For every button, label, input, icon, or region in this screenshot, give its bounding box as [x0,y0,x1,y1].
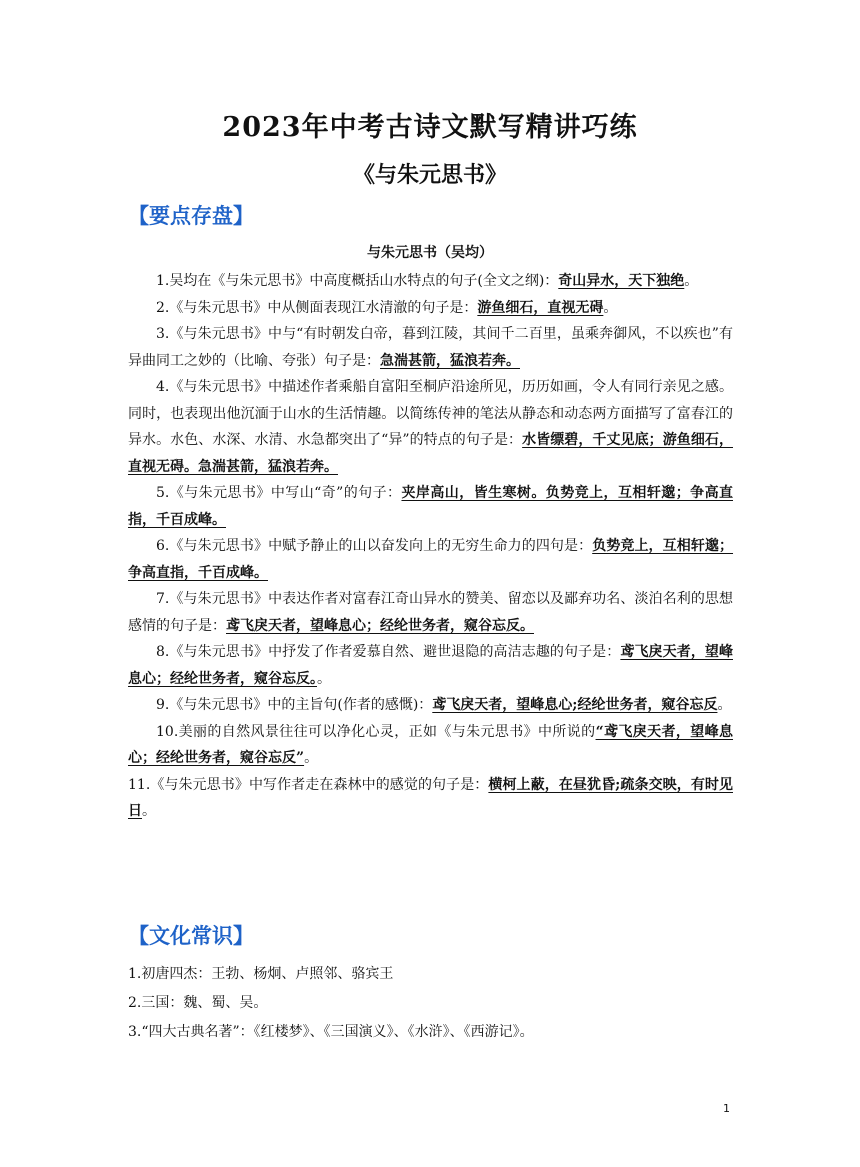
question-text: 11.《与朱元思书》中写作者走在森林中的感觉的句子是： [128,776,489,793]
question-item [128,295,733,322]
section-heading-culture: 【文化常识】 [128,924,254,948]
question-item [128,480,733,533]
answer-text: 负势竞上，互相轩邈；争高直指，千百成峰。 [128,538,734,581]
answer-text: 水皆缥碧，千丈见底；游鱼细石，直视无碍。急湍甚箭，猛浪若奔。 [128,432,733,475]
question-item [128,321,733,374]
question-tail: 。 [304,750,319,766]
question-text: 2.《与朱元思书》中从侧面表现江水清澈的句子是： [156,299,478,316]
culture-item: 1.初唐四杰：王勃、杨炯、卢照邻、骆宾王 [128,966,394,982]
question-item [128,772,733,825]
answer-text: 奇山异水，天下独绝 [558,273,685,289]
culture-item: 2.三国：魏、蜀、吴。 [128,995,268,1011]
question-item [128,268,733,295]
page-number: 1 [723,1102,730,1115]
question-tail: 。 [142,803,156,819]
question-item [128,374,733,480]
page-title: 2023年中考古诗文默写精讲巧练 [222,112,638,143]
answer-text: 鸢飞戾天者，望峰息心；经纶世务者，窥谷忘反。 [226,617,534,634]
question-item [128,692,733,719]
question-item [128,639,733,692]
question-text: 6.《与朱元思书》中赋予静止的山以奋发向上的无穷生命力的四句是： [156,538,593,554]
answer-text: 夹岸高山，皆生寒树。负势竞上，互相轩邈；争高直指，千百成峰。 [128,485,733,528]
question-tail: 。 [684,273,699,289]
question-text: 7.《与朱元思书》中表达作者对富春江奇山异水的赞美、留恋以及鄙弃功名、淡泊名利的思想感情的句子是： [128,591,733,634]
answer-text: 游鱼细石，直视无碍 [477,299,604,316]
answer-text: 横柯上蔽，在昼犹昏;疏条交映，有时见日 [128,776,733,819]
question-text: 9.《与朱元思书》中的主旨句(作者的感慨)： [156,697,433,713]
culture-item: 3.“四大古典名著”：《红楼梦》、《三国演义》、《水浒》、《西游记》。 [128,1024,534,1040]
section-heading-key-points: 【要点存盘】 [128,204,254,228]
answer-text: “鸢飞戾天者，望峰息心；经纶世务者，窥谷忘反” [128,723,734,766]
question-list [128,268,733,825]
question-text: 10.美丽的自然风景往往可以净化心灵，正如《与朱元思书》中所说的 [156,723,596,740]
page-subtitle: 《与朱元思书》 [352,162,507,188]
answer-text: 鸢飞戾天者，望峰息心；经纶世务者，窥谷忘反。 [128,644,733,687]
poem-title: 与朱元思书（吴均） [367,245,493,261]
question-text: 1.吴均在《与朱元思书》中高度概括山水特点的句子(全文之纲)： [156,273,559,289]
answer-text: 急湍甚箭，猛浪若奔。 [380,352,520,369]
culture-list [128,960,733,1047]
answer-text: 鸢飞戾天者，望峰息心;经纶世务者，窥谷忘反 [432,697,718,713]
question-item [128,719,733,772]
question-text: 5.《与朱元思书》中写山“奇”的句子： [156,485,402,501]
question-text: 4.《与朱元思书》中描述作者乘船自富阳至桐庐沿途所见，历历如画，令人有同行亲见之感。同时，也表现出他沉湎于山水的生活情趣。以简练传神的笔法从静态和动态两方面描写了富春江的异水。水色、水深、水清、水急都突出了“异”的特点的句子是： [128,379,733,448]
question-tail: 。 [317,670,331,687]
question-text: 3.《与朱元思书》中与“有时朝发白帝，暮到江陵，其间千二百里，虽乘奔御风，不以疾也”有异曲同工之妙的（比喻、夸张）句子是： [128,326,733,369]
question-item [128,586,733,639]
question-tail: 。 [603,299,618,316]
question-item [128,533,733,586]
question-tail: 。 [717,697,732,713]
question-text: 8.《与朱元思书》中抒发了作者爱慕自然、避世退隐的高洁志趣的句子是： [156,644,621,660]
